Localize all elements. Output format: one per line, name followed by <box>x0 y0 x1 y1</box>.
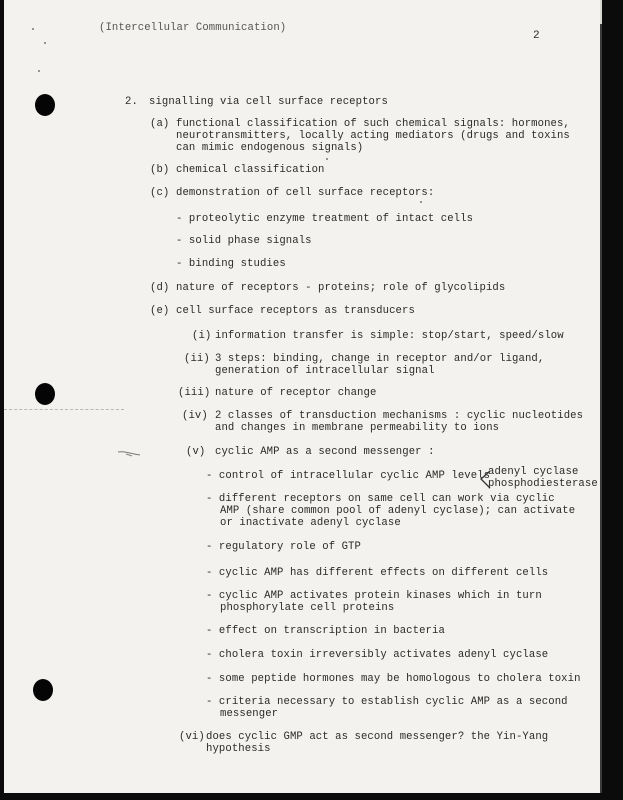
speck <box>44 42 46 44</box>
fold-mark <box>4 409 124 410</box>
item-b-text: chemical classification <box>176 164 325 176</box>
sub-label-vi: (vi) <box>179 731 205 743</box>
sub-label-iii: (iii) <box>178 387 211 399</box>
page-number: 2 <box>533 30 540 42</box>
v-bullet-kinases-2: phosphorylate cell proteins <box>220 602 395 614</box>
sub-vi-line-2: hypothesis <box>206 743 271 755</box>
sub-i-line-1: information transfer is simple: stop/start, speed/slow <box>215 330 564 342</box>
v-bullet-cholera: - cholera toxin irreversibly activates adenyl cyclase <box>206 649 549 661</box>
sub-label-v: (v) <box>186 446 206 458</box>
sub-label-ii: (ii) <box>184 353 210 365</box>
document-page <box>4 0 602 793</box>
punch-hole-top <box>35 94 55 116</box>
speck <box>326 158 328 160</box>
speck <box>38 70 40 72</box>
punch-hole-bottom <box>33 679 53 701</box>
item-label-b: (b) <box>150 164 170 176</box>
v-bullet-peptide: - some peptide hormones may be homologous to cholera toxin <box>206 673 581 685</box>
section-heading: signalling via cell surface receptors <box>149 96 388 108</box>
speck <box>420 201 422 203</box>
v-bullet-different-1: - different receptors on same cell can work via cyclic <box>206 493 555 505</box>
sub-iv-line-2: and changes in membrane permeability to ions <box>215 422 500 434</box>
item-c-text: demonstration of cell surface receptors: <box>176 187 435 199</box>
sub-iii-line-1: nature of receptor change <box>215 387 377 399</box>
sub-label-i: (i) <box>192 330 212 342</box>
punch-hole-middle <box>35 383 55 405</box>
page-edge-line <box>600 24 602 793</box>
item-c-bullet-3: - binding studies <box>176 258 286 270</box>
v-branch-adenyl-cyclase: adenyl cyclase <box>488 466 579 478</box>
v-branch-phosphodiesterase: phosphodiesterase <box>488 478 598 490</box>
running-header: (Intercellular Communication) <box>99 22 287 34</box>
speck <box>32 28 34 30</box>
v-bullet-criteria-1: - criteria necessary to establish cyclic AMP as a second <box>206 696 568 708</box>
item-label-e: (e) <box>150 305 170 317</box>
item-label-a: (a) <box>150 118 170 130</box>
v-bullet-effects: - cyclic AMP has different effects on different cells <box>206 567 549 579</box>
v-bullet-different-3: or inactivate adenyl cyclase <box>220 517 401 529</box>
sub-ii-line-1: 3 steps: binding, change in receptor and/or ligand, <box>215 353 545 365</box>
v-bullet-kinases-1: - cyclic AMP activates protein kinases which in turn <box>206 590 542 602</box>
v-bullet-control: - control of intracellular cyclic AMP levels <box>206 470 491 482</box>
item-label-c: (c) <box>150 187 170 199</box>
item-c-bullet-2: - solid phase signals <box>176 235 312 247</box>
item-c-bullet-1: - proteolytic enzyme treatment of intact cells <box>176 213 474 225</box>
v-bullet-gtp: - regulatory role of GTP <box>206 541 361 553</box>
v-bullet-criteria-2: messenger <box>220 708 279 720</box>
sub-label-iv: (iv) <box>182 410 208 422</box>
sub-v-text: cyclic AMP as a second messenger : <box>215 446 435 458</box>
item-a-line-3: can mimic endogenous signals) <box>176 142 364 154</box>
section-number: 2. <box>125 96 138 108</box>
pencil-mark <box>116 448 142 458</box>
item-label-d: (d) <box>150 282 170 294</box>
item-d-text: nature of receptors - proteins; role of glycolipids <box>176 282 506 294</box>
item-e-text: cell surface receptors as transducers <box>176 305 415 317</box>
item-a-line-1: functional classification of such chemical signals: hormones, <box>176 118 570 130</box>
v-bullet-different-2: AMP (share common pool of adenyl cyclase); can activate <box>220 505 576 517</box>
sub-iv-line-1: 2 classes of transduction mechanisms : cyclic nucleotides <box>215 410 584 422</box>
v-bullet-transcription: - effect on transcription in bacteria <box>206 625 445 637</box>
sub-vi-line-1: does cyclic GMP act as second messenger? the Yin-Yang <box>206 731 549 743</box>
sub-ii-line-2: generation of intracellular signal <box>215 365 435 377</box>
item-a-line-2: neurotransmitters, locally acting mediators (drugs and toxins <box>176 130 570 142</box>
